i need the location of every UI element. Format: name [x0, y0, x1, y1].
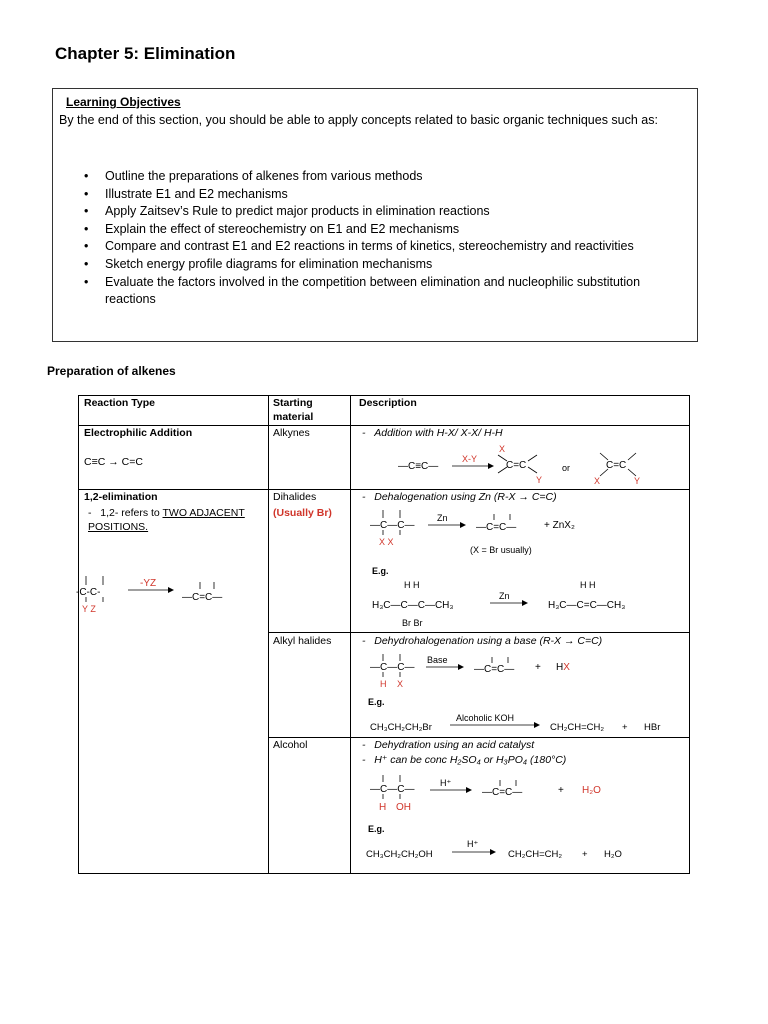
alcohol-reagent: H⁺ [440, 778, 452, 788]
alkyl-sub-h: H [380, 679, 387, 689]
arrow-head [488, 463, 494, 469]
header-starting-material: Starting material [273, 397, 314, 423]
dihalides-description: - Dehalogenation using Zn (R-X → C=C) [362, 491, 557, 503]
alcohol-sub-h: H [379, 802, 387, 813]
svg-text:—C=C—: —C=C— [482, 787, 523, 798]
scheme-sub-top: X [499, 444, 506, 454]
row1-description-text: Addition with H-X/ X-X/ H-H [374, 427, 503, 439]
list-item: • Outline the preparations of alkenes from various methods [81, 168, 661, 186]
alkyl-sub-x: X [397, 679, 404, 689]
objectives-list [81, 168, 661, 309]
scheme-sub-bottom: Y [536, 475, 543, 485]
alcohol-ex-reagent: H⁺ [467, 839, 479, 849]
ex-dihalide-reagent: Zn [499, 591, 510, 601]
list-item: • Compare and contrast E1 and E2 reactions in terms of kinetics, stereochemistry and reactivities [81, 238, 661, 256]
alkyl-byproduct [556, 662, 570, 673]
row2-type: 1,2-elimination [84, 491, 158, 503]
list-item: • Illustrate E1 and E2 mechanisms [81, 186, 661, 204]
alcohol-material: Alcohol [273, 739, 308, 751]
alcohol-description-1-text: Dehydration using an acid catalyst [374, 739, 535, 751]
svg-text:-C-C-: -C-C- [76, 587, 101, 598]
svg-text:—C—C—: —C—C— [370, 520, 415, 531]
alkyne-addition-scheme [390, 440, 670, 488]
objectives-intro: By the end of this section, you should be able to apply concepts related to basic organic techniques such as: [59, 113, 658, 127]
list-item: • Explain the effect of stereochemistry on E1 and E2 mechanisms [81, 221, 661, 239]
alcohol-description-1: - Dehydration using an acid catalyst [362, 739, 535, 751]
alkyl-ex-product: CH₂CH=CH₂ [550, 722, 605, 733]
svg-text:+: + [535, 662, 541, 673]
dihalides-material: Dihalides [273, 491, 317, 503]
general-subs: Y Z [82, 604, 96, 614]
alkyl-reagent: Base [427, 655, 448, 665]
dihalide-subs: X X [379, 537, 394, 547]
alcohol-ex-byproduct: H₂O [604, 849, 622, 860]
svg-text:—C=C—: —C=C— [476, 522, 517, 533]
header-description: Description [359, 397, 417, 409]
alkyl-byproduct-h: H [556, 662, 564, 673]
alcohol-eg: E.g. [368, 824, 385, 834]
alcohol-ex-product: CH₂CH=CH₂ [508, 849, 563, 860]
dehydrohalogenation-scheme [364, 650, 684, 736]
row1-type-equation: C≡C → C=C [84, 456, 143, 468]
ex-product: H₃C—C=C—CH₃ [548, 600, 626, 611]
alkyl-ex-reactant: CH₃CH₂CH₂Br [370, 722, 432, 733]
list-item: • Evaluate the factors involved in the competition between elimination and nucleophilic substitution reactions [81, 274, 661, 309]
alkyl-byproduct-x: X [563, 662, 570, 673]
section-heading: Preparation of alkenes [47, 364, 176, 378]
alkyl-ex-reagent: Alcoholic KOH [456, 713, 515, 723]
svg-text:C=C: C=C [506, 460, 527, 471]
svg-text:C=C: C=C [606, 460, 627, 471]
svg-text:+: + [622, 722, 628, 733]
scheme-or: or [562, 463, 571, 473]
dihalide-byproduct: + ZnX₂ [544, 520, 575, 531]
dihalides-description-text: Dehalogenation using Zn (R-X → C=C) [374, 491, 557, 503]
svg-text:+: + [558, 785, 564, 796]
ex-product-top: H H [580, 580, 596, 590]
svg-text:—C=C—: —C=C— [474, 664, 515, 675]
alcohol-byproduct: H₂O [582, 785, 601, 796]
general-elimination-scheme [72, 572, 242, 616]
alkyl-ex-byproduct: HBr [644, 722, 661, 733]
dihalide-note-x: (X = Br usually) [470, 545, 532, 555]
dehalogenation-scheme [364, 506, 684, 630]
row2-note-emph: TWO ADJACENT POSITIONS. [88, 507, 245, 533]
general-reagent: -YZ [140, 578, 157, 589]
alkyl-eg: E.g. [368, 697, 385, 707]
scheme-sub-left: X [594, 476, 601, 486]
scheme-sub-right: Y [634, 476, 641, 486]
alcohol-sub-oh: OH [396, 802, 411, 813]
alkyl-halides-description: - Dehydrohalogenation using a base (R-X → C=C) [362, 635, 603, 647]
alkyl-halides-description-text: Dehydrohalogenation using a base (R-X → C=C) [374, 635, 603, 647]
scheme-reactant: —C≡C— [398, 461, 439, 472]
objectives-heading: Learning Objectives [66, 95, 181, 109]
svg-text:+: + [582, 849, 588, 860]
list-item: • Apply Zaitsev’s Rule to predict major products in elimination reactions [81, 203, 661, 221]
row2-note: - 1,2- refers to TWO ADJACENT POSITIONS. [88, 507, 245, 533]
learning-objectives-box [52, 88, 698, 342]
alcohol-description-2-text: H⁺ can be conc H₂SO₄ or H₃PO₄ (180°C) [374, 754, 567, 766]
dihalide-eg: E.g. [372, 566, 389, 576]
chapter-title: Chapter 5: Elimination [55, 44, 236, 63]
ex-reactant-bottom: Br Br [402, 618, 423, 628]
svg-text:—C—C—: —C—C— [370, 662, 415, 673]
alcohol-description-2: - H⁺ can be conc H₂SO₄ or H₃PO₄ (180°C) [362, 754, 567, 766]
dihalide-reagent: Zn [437, 513, 448, 523]
dihalides-note: (Usually Br) [273, 507, 332, 519]
svg-text:—C=C—: —C=C— [182, 592, 223, 603]
row1-material: Alkynes [273, 427, 310, 439]
alkyl-halides-material: Alkyl halides [273, 635, 332, 647]
row1-type: Electrophilic Addition [84, 427, 193, 439]
ex-reactant-top: H H [404, 580, 420, 590]
header-reaction-type: Reaction Type [84, 397, 155, 409]
ex-reactant: H₃C—C—C—CH₃ [372, 600, 454, 611]
row1-description: - Addition with H-X/ X-X/ H-H [362, 427, 503, 439]
list-item: • Sketch energy profile diagrams for elimination mechanisms [81, 256, 661, 274]
row2-note-prefix: 1,2- refers to [100, 507, 163, 519]
alcohol-ex-reactant: CH₃CH₂CH₂OH [366, 849, 433, 860]
scheme-reagent: X-Y [462, 454, 478, 464]
svg-text:—C—C—: —C—C— [370, 784, 415, 795]
dehydration-scheme [364, 772, 684, 864]
